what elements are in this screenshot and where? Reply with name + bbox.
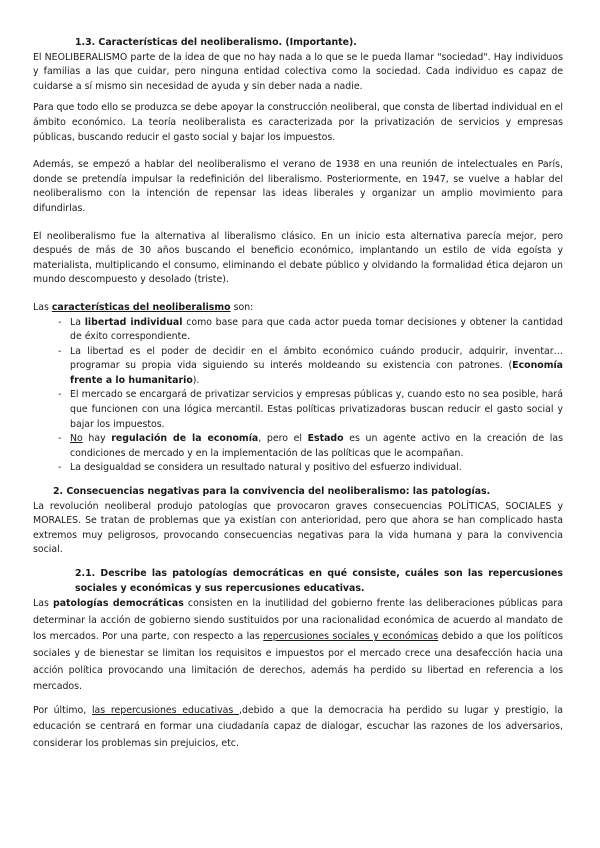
list-item bbox=[33, 345, 563, 389]
characteristics-intro-suffix: son: bbox=[230, 301, 254, 313]
paragraph-historia-1938: Además, se empezó a hablar del neoliberalismo el verano de 1938 en una reunión de intelectuales en París, donde se pretendía impulsar la redefinición del liberalismo. Posteriormente, en 1947, se vuelve a hablar del neoliberalismo con la intención de repensar las ideas liberales y organizar un amplio movimiento para difundirlas. bbox=[33, 159, 563, 214]
list-item-underlined: No bbox=[70, 433, 83, 445]
list-item-text: como base para que cada actor pueda tomar decisiones y obtener la cantidad de éxito correspondiente. bbox=[70, 316, 564, 343]
paragraph-text: consisten en la inutilidad del gobierno frente las deliberaciones públicas para determinar la acción de gobierno siendo sustituidos por una racionalidad económica de acuerdo al mandato de los mercados. Por una parte, con respecto a las bbox=[33, 598, 563, 643]
section-2-heading: 2. Consecuencias negativas para la convivencia del neoliberalismo: las patologías. bbox=[53, 486, 491, 498]
list-item-text: , pero el bbox=[258, 433, 308, 445]
list-item-bold: Estado bbox=[307, 433, 344, 445]
document-body bbox=[33, 36, 563, 753]
characteristics-intro bbox=[33, 301, 563, 316]
list-item-text: hay bbox=[82, 433, 112, 445]
characteristics-intro-prefix: Las bbox=[33, 301, 52, 313]
paragraph-bold: patologías democráticas bbox=[52, 598, 184, 610]
paragraph-alternativa-liberalismo: El neoliberalismo fue la alternativa al liberalismo clásico. En un inicio esta alternativa parecía mejor, pero después de más de 30 años buscando el beneficio económico, implantando un estilo de vida egoísta y materialista, multiplicando el consumo, eliminando el debate público y olvidando la formalidad ética dejaron un mundo descompuesto y desolado (triste). bbox=[33, 230, 563, 286]
paragraph-neoliberalismo-definition: El NEOLIBERALISMO parte de la idea de que no hay nada a lo que se le pueda llamar "sociedad". Hay individuos y familias a las que cuidar, pero ninguna entidad colectiva como la sociedad. Cada individuo es capaz de cuidarse a sí mismo sin necesidad de ayuda y sin deber nada a nadie. bbox=[33, 51, 563, 92]
list-item-text: La libertad es el poder de decidir en el ámbito económico cuándo producir, adquirir, inventar… programar su propia vida siguiendo su interés moldeando su existencia con patrones. ( bbox=[70, 345, 563, 372]
paragraph-text: Por último, bbox=[33, 704, 92, 716]
list-item-bold: regulación de la economía bbox=[111, 433, 259, 445]
paragraph-patologias-democraticas bbox=[33, 596, 563, 696]
paragraph-underlined: repercusiones sociales y económicas bbox=[263, 631, 439, 643]
list-item: - El mercado se encargará de privatizar servicios y empresas públicas y, cuando esto no sea posible, hará que funcionen con una lógica mercantil. Estas políticas privatizadoras buscan reducir el gasto social y bajar los impuestos. bbox=[33, 388, 563, 432]
list-item bbox=[33, 432, 563, 461]
paragraph-text: ,debido a que la democracia ha perdido su lugar y prestigio, la educación se centrará en formar una ciudadanía capaz de dialogar, escuchar las razones de los adversarios, considerar los problemas sin prejuicios, etc. bbox=[33, 704, 563, 749]
characteristics-intro-underlined: características del neoliberalismo bbox=[51, 301, 231, 313]
paragraph-construccion-neoliberal: Para que todo ello se produzca se debe apoyar la construcción neoliberal, que consta de libertad individual en el ámbito económico. La teoría neoliberalista es caracterizada por la privatización de servicios y empresas públicas, buscando reducir el gasto social y bajar los impuestos. bbox=[33, 102, 563, 143]
list-item-text: es un agente activo en la creación de las condiciones de mercado y en la implementación de las políticas que le acompañan. bbox=[70, 433, 563, 459]
paragraph-text: Las bbox=[33, 598, 53, 610]
section-2-1-heading: 2.1. Describe las patologías democráticas en qué consiste, cuáles son las repercusiones sociales y económicas y sus repercusiones educativas. bbox=[75, 568, 563, 594]
paragraph-repercusiones-educativas bbox=[33, 703, 563, 753]
paragraph-underlined: las repercusiones educativas bbox=[91, 704, 239, 716]
list-item-bold: libertad individual bbox=[84, 316, 183, 328]
list-item-bold: Economía frente a lo humanitario bbox=[70, 360, 563, 386]
characteristics-list bbox=[33, 316, 563, 477]
list-item: - La desigualdad se considera un resultado natural y positivo del esfuerzo individual. bbox=[33, 461, 563, 476]
section-1-3-heading: 1.3. Características del neoliberalismo. (Importante). bbox=[75, 37, 357, 48]
paragraph-revolucion-neoliberal: La revolución neoliberal produjo patologías que provocaron graves consecuencias POLÍTICAS, SOCIALES y MORALES. Se tratan de problemas que ya existían con anterioridad, pero que ahora se han complicado hasta extremos muy peligrosos, provocando consecuencias negativas para la vida humana y para la convivencia social. bbox=[33, 500, 563, 556]
list-item bbox=[33, 316, 563, 345]
list-item-text: ). bbox=[192, 374, 200, 386]
paragraph-text: debido a que los políticos sociales y de bienestar se limitan los requisitos e impuestos por el mercado crece una desafección hacia una acción política provocando una limitación de derechos, además ha perdido su libertad en referencia a los mercados. bbox=[33, 631, 563, 693]
list-item-text: La bbox=[70, 316, 85, 328]
